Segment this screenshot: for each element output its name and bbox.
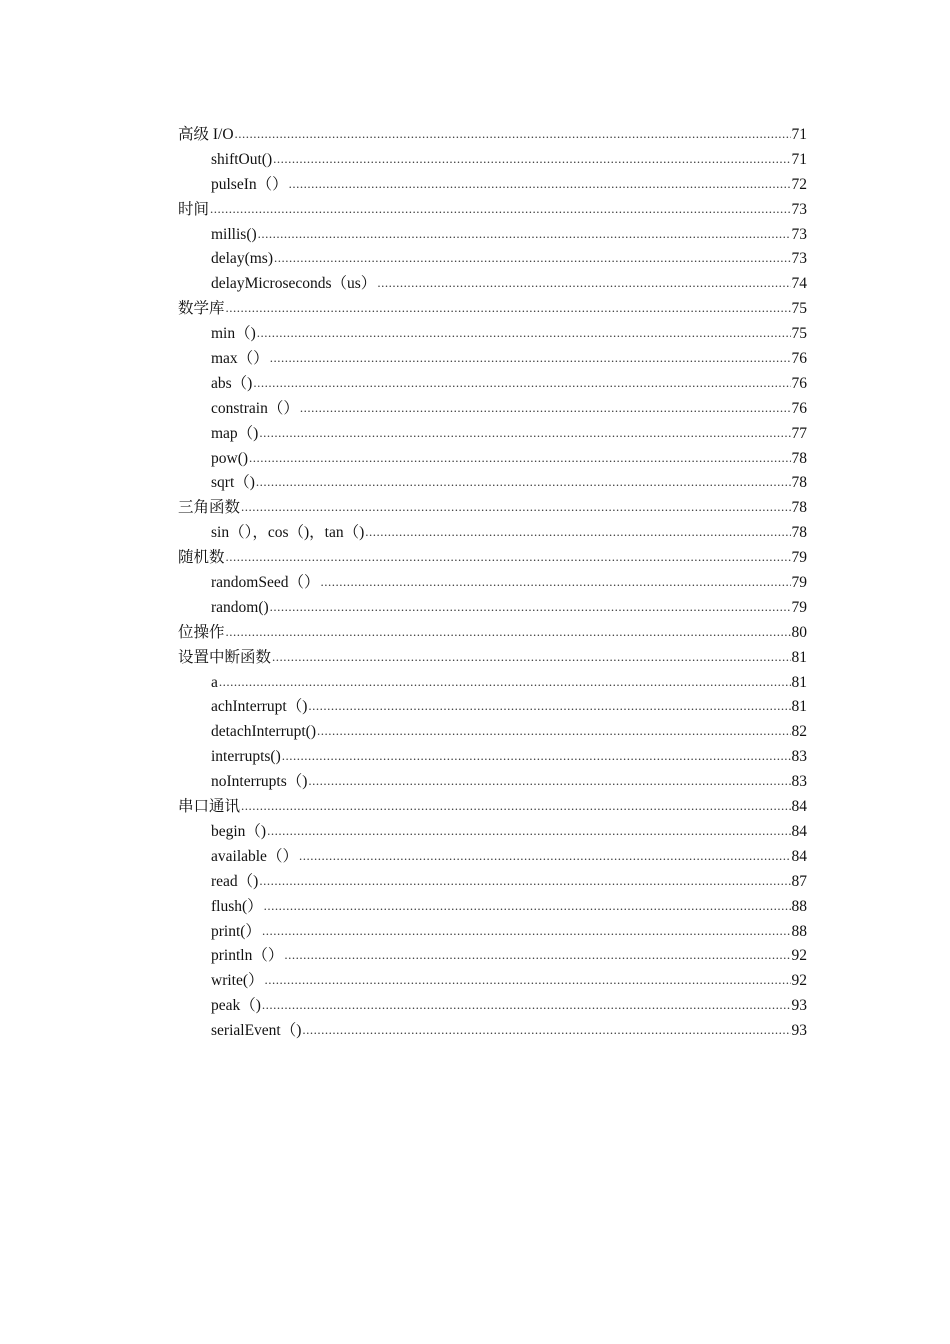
toc-page-number: 73 xyxy=(791,200,807,218)
toc-subsection-entry[interactable] xyxy=(178,671,807,696)
toc-page-number: 73 xyxy=(791,250,807,268)
toc-dot-leader xyxy=(320,570,790,595)
toc-page-number: 79 xyxy=(791,549,807,567)
toc-dot-leader xyxy=(365,520,790,545)
toc-entry-title: delayMicroseconds（us） xyxy=(211,275,377,293)
toc-subsection-entry[interactable] xyxy=(178,422,807,447)
toc-entry-title: achInterrupt（) xyxy=(211,698,308,716)
toc-entry-title: max（） xyxy=(211,350,269,368)
toc-page-number: 84 xyxy=(791,798,807,816)
toc-dot-leader xyxy=(302,1018,790,1043)
toc-entry-title: write(） xyxy=(211,972,264,990)
toc-dot-leader xyxy=(299,844,791,869)
toc-section-entry[interactable] xyxy=(178,621,807,646)
toc-subsection-entry[interactable] xyxy=(178,471,807,496)
toc-entry-title: 数学库 xyxy=(178,300,225,318)
toc-page-number: 76 xyxy=(791,374,807,392)
toc-page-number: 81 xyxy=(791,673,807,691)
toc-section-entry[interactable] xyxy=(178,123,807,148)
toc-dot-leader xyxy=(257,321,791,346)
toc-entry-title: interrupts() xyxy=(211,748,281,766)
toc-page-number: 75 xyxy=(791,325,807,343)
toc-entry-title: detachInterrupt() xyxy=(211,723,316,741)
toc-dot-leader xyxy=(300,396,791,421)
toc-dot-leader xyxy=(317,719,791,744)
toc-entry-title: peak（) xyxy=(211,997,261,1015)
toc-page-number: 82 xyxy=(791,723,807,741)
toc-section-entry[interactable] xyxy=(178,795,807,820)
toc-subsection-entry[interactable] xyxy=(178,272,807,297)
toc-subsection-entry[interactable] xyxy=(178,720,807,745)
toc-subsection-entry[interactable] xyxy=(178,770,807,795)
toc-page-number: 72 xyxy=(791,175,807,193)
toc-page-number: 87 xyxy=(791,872,807,890)
toc-subsection-entry[interactable] xyxy=(178,173,807,198)
toc-entry-title: 串口通讯 xyxy=(178,798,241,816)
toc-subsection-entry[interactable] xyxy=(178,845,807,870)
toc-subsection-entry[interactable] xyxy=(178,920,807,945)
toc-subsection-entry[interactable] xyxy=(178,397,807,422)
toc-page-number: 75 xyxy=(791,300,807,318)
toc-entry-title: print(） xyxy=(211,922,261,940)
toc-entry-title: random() xyxy=(211,598,269,616)
toc-entry-title: 三角函数 xyxy=(178,499,241,517)
toc-entry-title: println（） xyxy=(211,947,284,965)
toc-entry-title: pow() xyxy=(211,449,249,467)
toc-page-number: 78 xyxy=(791,524,807,542)
toc-entry-title: 高级 I/O xyxy=(178,126,234,143)
toc-dot-leader xyxy=(289,172,791,197)
toc-dot-leader xyxy=(259,869,790,894)
toc-dot-leader xyxy=(267,819,790,844)
toc-page-number: 81 xyxy=(791,648,807,666)
toc-subsection-entry[interactable] xyxy=(178,322,807,347)
toc-dot-leader xyxy=(308,769,790,794)
toc-dot-leader xyxy=(270,346,791,371)
toc-dot-leader xyxy=(219,670,791,695)
toc-section-entry[interactable] xyxy=(178,297,807,322)
toc-entry-title: pulseIn（） xyxy=(211,175,288,193)
toc-page-number: 83 xyxy=(791,748,807,766)
toc-dot-leader xyxy=(249,446,790,471)
toc-entry-title: a xyxy=(211,673,218,691)
toc-entry-title: noInterrupts（) xyxy=(211,773,308,791)
toc-dot-leader xyxy=(265,968,791,993)
toc-entry-title: flush(） xyxy=(211,897,263,915)
toc-subsection-entry[interactable] xyxy=(178,596,807,621)
toc-page-number: 73 xyxy=(791,225,807,243)
toc-page-number: 93 xyxy=(791,1022,807,1040)
toc-dot-leader xyxy=(262,919,791,944)
toc-entry-title: constrain（） xyxy=(211,399,299,417)
toc-entry-title: sin（），cos（)，tan（) xyxy=(211,524,365,542)
toc-subsection-entry[interactable] xyxy=(178,148,807,173)
toc-dot-leader xyxy=(262,993,791,1018)
toc-page-number: 77 xyxy=(791,424,807,442)
toc-dot-leader xyxy=(259,421,790,446)
toc-page-number: 76 xyxy=(791,399,807,417)
toc-entry-title: shiftOut() xyxy=(211,150,273,168)
toc-section-entry[interactable] xyxy=(178,646,807,671)
toc-page-number: 83 xyxy=(791,773,807,791)
toc-subsection-entry[interactable] xyxy=(178,994,807,1019)
toc-dot-leader xyxy=(235,122,791,147)
toc-entry-title: begin（) xyxy=(211,822,267,840)
toc-subsection-entry[interactable] xyxy=(178,571,807,596)
toc-subsection-entry[interactable] xyxy=(178,745,807,770)
toc-page-number: 92 xyxy=(791,947,807,965)
toc-section-entry[interactable] xyxy=(178,198,807,223)
toc-dot-leader xyxy=(258,222,791,247)
table-of-contents xyxy=(178,123,807,1044)
toc-entry-title: randomSeed（） xyxy=(211,574,320,592)
toc-subsection-entry[interactable] xyxy=(178,895,807,920)
toc-dot-leader xyxy=(308,694,790,719)
toc-subsection-entry[interactable] xyxy=(178,223,807,248)
toc-subsection-entry[interactable] xyxy=(178,447,807,472)
toc-dot-leader xyxy=(264,894,791,919)
toc-dot-leader xyxy=(253,371,790,396)
toc-dot-leader xyxy=(282,744,791,769)
toc-entry-title: serialEvent（) xyxy=(211,1022,302,1040)
toc-subsection-entry[interactable] xyxy=(178,1019,807,1044)
toc-entry-title: min（) xyxy=(211,325,256,343)
toc-page-number: 79 xyxy=(791,574,807,592)
toc-page-number: 71 xyxy=(791,126,807,143)
toc-page-number: 78 xyxy=(791,449,807,467)
toc-section-entry[interactable] xyxy=(178,546,807,571)
toc-dot-leader xyxy=(270,595,791,620)
toc-dot-leader xyxy=(241,495,790,520)
toc-dot-leader xyxy=(256,470,791,495)
toc-entry-title: 设置中断函数 xyxy=(178,648,272,666)
toc-dot-leader xyxy=(241,794,790,819)
toc-dot-leader xyxy=(284,943,790,968)
toc-dot-leader xyxy=(272,645,790,670)
toc-entry-title: millis() xyxy=(211,225,257,243)
toc-dot-leader xyxy=(226,545,791,570)
toc-entry-title: abs（) xyxy=(211,374,253,392)
toc-dot-leader xyxy=(226,296,791,321)
toc-page-number: 81 xyxy=(791,698,807,716)
toc-entry-title: read（) xyxy=(211,872,259,890)
toc-entry-title: available（） xyxy=(211,847,298,865)
toc-entry-title: 时间 xyxy=(178,200,210,218)
toc-subsection-entry[interactable] xyxy=(178,372,807,397)
toc-subsection-entry[interactable] xyxy=(178,820,807,845)
toc-dot-leader xyxy=(210,197,790,222)
toc-page-number: 78 xyxy=(791,499,807,517)
toc-page-number: 84 xyxy=(791,822,807,840)
toc-page-number: 88 xyxy=(791,922,807,940)
toc-dot-leader xyxy=(274,246,791,271)
toc-subsection-entry[interactable] xyxy=(178,695,807,720)
toc-page-number: 80 xyxy=(791,623,807,641)
toc-subsection-entry[interactable] xyxy=(178,944,807,969)
toc-entry-title: delay(ms) xyxy=(211,250,273,268)
toc-page-number: 78 xyxy=(791,474,807,492)
toc-page-number: 79 xyxy=(791,598,807,616)
toc-dot-leader xyxy=(226,620,791,645)
toc-page-number: 71 xyxy=(791,150,807,168)
toc-entry-title: 位操作 xyxy=(178,623,225,641)
toc-entry-title: sqrt（) xyxy=(211,474,255,492)
toc-page-number: 76 xyxy=(791,350,807,368)
toc-entry-title: 随机数 xyxy=(178,549,225,567)
toc-page-number: 88 xyxy=(791,897,807,915)
toc-page-number: 84 xyxy=(791,847,807,865)
toc-subsection-entry[interactable] xyxy=(178,870,807,895)
toc-page-number: 92 xyxy=(791,972,807,990)
toc-subsection-entry[interactable] xyxy=(178,247,807,272)
toc-subsection-entry[interactable] xyxy=(178,347,807,372)
toc-subsection-entry[interactable] xyxy=(178,969,807,994)
toc-page-number: 74 xyxy=(791,275,807,293)
toc-dot-leader xyxy=(377,271,790,296)
toc-subsection-entry[interactable] xyxy=(178,521,807,546)
toc-section-entry[interactable] xyxy=(178,496,807,521)
toc-dot-leader xyxy=(273,147,790,172)
toc-page-number: 93 xyxy=(791,997,807,1015)
toc-entry-title: map（) xyxy=(211,424,259,442)
